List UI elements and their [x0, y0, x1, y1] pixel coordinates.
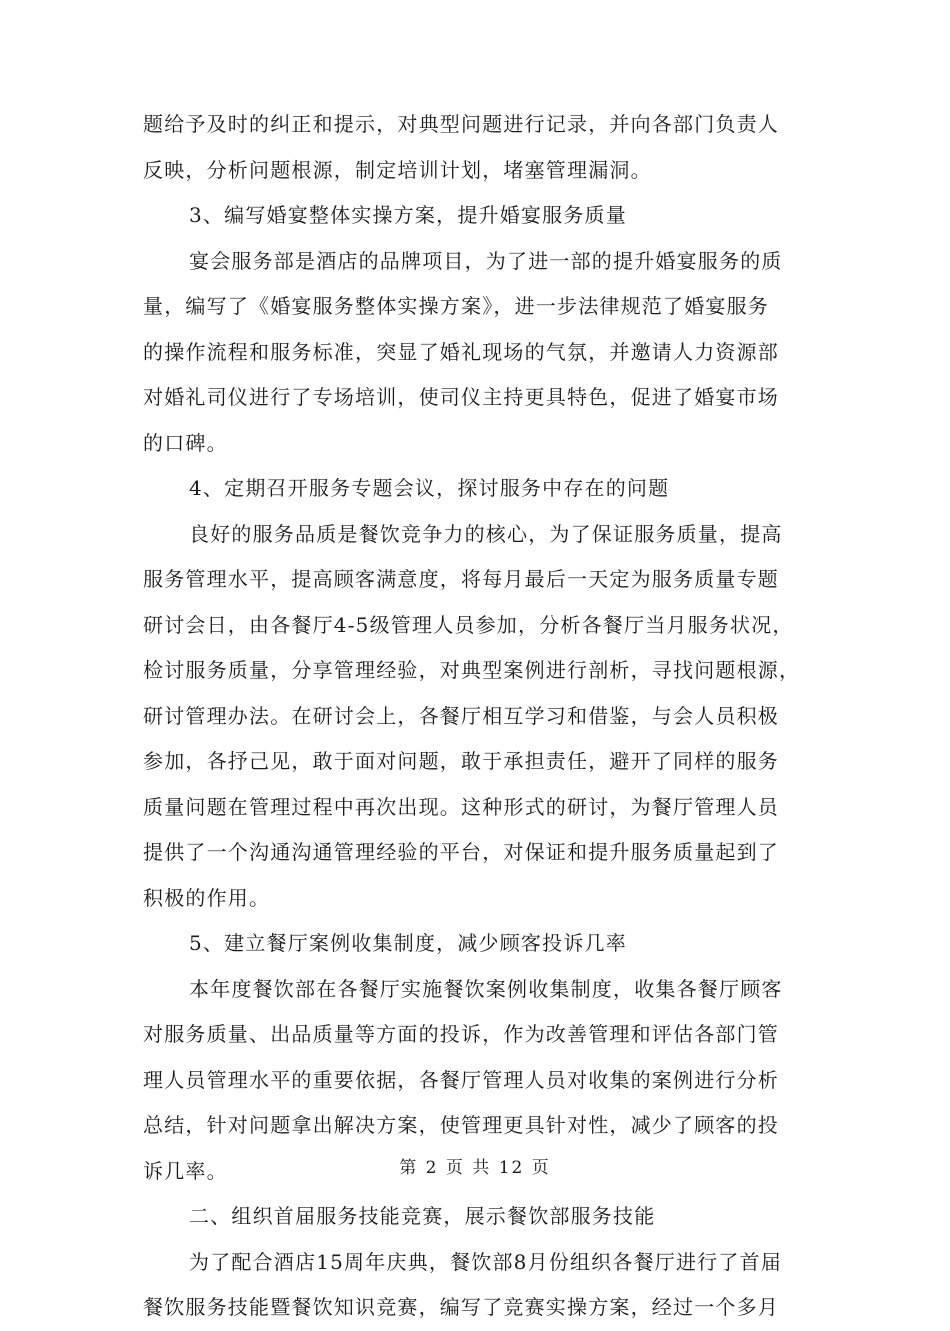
- section-heading: 3、编写婚宴整体实操方案，提升婚宴服务质量: [189, 203, 627, 227]
- text-line: 积极的作用。: [143, 885, 271, 910]
- text-line: 为了配合酒店15周年庆典，餐饮部8月份组织各餐厅进行了首届: [189, 1249, 782, 1274]
- text-line: 餐饮服务技能暨餐饮知识竞赛，编写了竞赛实操方案，经过一个多月: [143, 1295, 779, 1319]
- text-line: 的口碑。: [143, 430, 228, 455]
- text-line: 反映，分析问题根源，制定培训计划，堵塞管理漏洞。: [143, 157, 652, 182]
- text-line: 理人员管理水平的重要依据，各餐厅管理人员对收集的案例进行分析: [143, 1067, 779, 1092]
- text-line: 研讨管理办法。在研讨会上，各餐厅相互学习和借鉴，与会人员积极: [143, 703, 779, 728]
- text-line: 总结，针对问题拿出解决方案，使管理更具针对性，减少了顾客的投: [143, 1113, 779, 1137]
- text-line: 的操作流程和服务标准，突显了婚礼现场的气氛，并邀请人力资源部: [143, 339, 779, 364]
- page-footer: [0, 1153, 950, 1178]
- text-line: 研讨会日，由各餐厅4-5级管理人员参加，分析各餐厅当月服务状况，: [143, 612, 794, 637]
- text-line: 良好的服务品质是餐饮竞争力的核心，为了保证服务质量，提高: [189, 521, 783, 546]
- text-line: 量，编写了《婚宴服务整体实操方案》，进一步法律规范了婚宴服务: [143, 294, 769, 318]
- text-line: 服务管理水平，提高顾客满意度，将每月最后一天定为服务质量专题: [143, 567, 779, 591]
- text-line: 本年度餐饮部在各餐厅实施餐饮案例收集制度，收集各餐厅顾客: [189, 976, 783, 1001]
- text-line: 对婚礼司仪进行了专场培训，使司仪主持更具特色，促进了婚宴市场: [143, 385, 779, 409]
- text-line: 质量问题在管理过程中再次出现。这种形式的研讨，为餐厅管理人员: [143, 794, 779, 819]
- text-line: 对服务质量、出品质量等方面的投诉，作为改善管理和评估各部门管: [143, 1022, 779, 1046]
- text-line: 题给予及时的纠正和提示，对典型问题进行记录，并向各部门负责人: [143, 112, 779, 136]
- text-line: 参加，各抒己见，敢于面对问题，敢于承担责任，避开了同样的服务: [143, 749, 779, 773]
- section-heading: 5、建立餐厅案例收集制度，减少顾客投诉几率: [189, 931, 627, 955]
- text-line: 宴会服务部是酒店的品牌项目，为了进一部的提升婚宴服务的质: [189, 248, 783, 273]
- section-heading: 4、定期召开服务专题会议，探讨服务中存在的问题: [189, 476, 670, 500]
- text-line: 诉几率。: [143, 1158, 228, 1183]
- section-heading: 二、组织首届服务技能竞赛，展示餐饮部服务技能: [189, 1204, 656, 1228]
- text-line: 检讨服务质量，分享管理经验，对典型案例进行剖析，寻找问题根源，: [143, 658, 801, 682]
- body-text: [143, 102, 803, 1331]
- page-number: 第 2 页 共 12 页: [399, 1158, 551, 1178]
- text-line: 提供了一个沟通沟通管理经验的平台，对保证和提升服务质量起到了: [143, 840, 779, 864]
